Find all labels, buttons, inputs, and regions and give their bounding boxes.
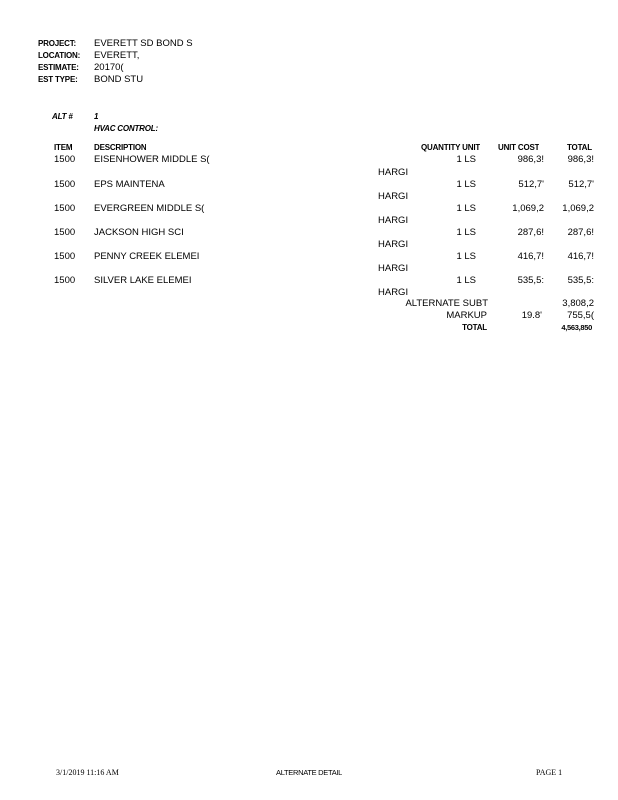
row-unit-cost: 986,3! bbox=[517, 154, 544, 165]
markup-rate: 19.8' bbox=[521, 310, 542, 321]
row-description: EPS MAINTENA bbox=[94, 179, 165, 190]
row-note: HARGI bbox=[378, 287, 409, 298]
row-note: HARGI bbox=[378, 191, 409, 202]
est-type-value: BOND STU bbox=[94, 74, 144, 85]
row-unit-cost: 535,5: bbox=[517, 275, 544, 286]
project-value: EVERETT SD BOND S bbox=[94, 38, 193, 49]
row-total: 535,5: bbox=[567, 275, 594, 286]
row-quantity-unit: 1 LS bbox=[456, 275, 476, 286]
row-note: HARGI bbox=[378, 239, 409, 250]
location-value: EVERETT, bbox=[94, 50, 140, 61]
alt-label: ALT # bbox=[52, 112, 73, 121]
row-quantity-unit: 1 LS bbox=[456, 203, 476, 214]
project-label: PROJECT: bbox=[38, 39, 76, 48]
row-total: 986,3! bbox=[567, 154, 594, 165]
est-type-label: EST TYPE: bbox=[38, 75, 78, 84]
row-description: EVERGREEN MIDDLE S( bbox=[94, 203, 205, 214]
footer-date: 3/1/2019 11:16 AM bbox=[56, 768, 119, 777]
row-quantity-unit: 1 LS bbox=[456, 227, 476, 238]
row-total: 512,7' bbox=[568, 179, 594, 190]
row-unit-cost: 287,6! bbox=[517, 227, 544, 238]
markup-value: 755,5( bbox=[567, 310, 594, 321]
row-description: SILVER LAKE ELEMEI bbox=[94, 275, 192, 286]
alt-number: 1 bbox=[94, 112, 99, 121]
row-note: HARGI bbox=[378, 167, 409, 178]
row-description: JACKSON HIGH SCI bbox=[94, 227, 184, 238]
location-label: LOCATION: bbox=[38, 51, 81, 60]
row-item: 1500 bbox=[54, 154, 76, 165]
footer-page: PAGE 1 bbox=[536, 768, 563, 777]
total-value: 4,563,850 bbox=[561, 323, 592, 332]
row-quantity-unit: 1 LS bbox=[456, 251, 476, 262]
row-description: EISENHOWER MIDDLE S( bbox=[94, 154, 210, 165]
row-item: 1500 bbox=[54, 275, 76, 286]
alternate-subtotal-label: ALTERNATE SUBT bbox=[405, 298, 488, 309]
markup-label: MARKUP bbox=[446, 310, 487, 321]
row-description: PENNY CREEK ELEMEI bbox=[94, 251, 200, 262]
column-header-description: DESCRIPTION bbox=[94, 143, 147, 152]
estimate-value: 20170( bbox=[94, 62, 124, 73]
row-quantity-unit: 1 LS bbox=[456, 154, 476, 165]
column-header-total: TOTAL bbox=[567, 143, 592, 152]
row-unit-cost: 1,069,2 bbox=[512, 203, 544, 214]
estimate-label: ESTIMATE: bbox=[38, 63, 79, 72]
row-item: 1500 bbox=[54, 179, 76, 190]
row-unit-cost: 416,7! bbox=[517, 251, 544, 262]
row-item: 1500 bbox=[54, 251, 76, 262]
alt-title: HVAC CONTROL: bbox=[94, 124, 158, 133]
column-header-item: ITEM bbox=[54, 143, 73, 152]
row-item: 1500 bbox=[54, 227, 76, 238]
row-item: 1500 bbox=[54, 203, 76, 214]
column-header-unit-cost: UNIT COST bbox=[498, 143, 540, 152]
column-header-quantity-unit: QUANTITY UNIT bbox=[421, 143, 481, 152]
row-note: HARGI bbox=[378, 263, 409, 274]
row-unit-cost: 512,7' bbox=[518, 179, 544, 190]
row-total: 416,7! bbox=[567, 251, 594, 262]
footer-report-name: ALTERNATE DETAIL bbox=[276, 768, 343, 777]
row-total: 1,069,2 bbox=[562, 203, 594, 214]
total-label: TOTAL bbox=[462, 323, 487, 332]
row-quantity-unit: 1 LS bbox=[456, 179, 476, 190]
alternate-subtotal-value: 3,808,2 bbox=[562, 298, 594, 309]
row-total: 287,6! bbox=[567, 227, 594, 238]
row-note: HARGI bbox=[378, 215, 409, 226]
